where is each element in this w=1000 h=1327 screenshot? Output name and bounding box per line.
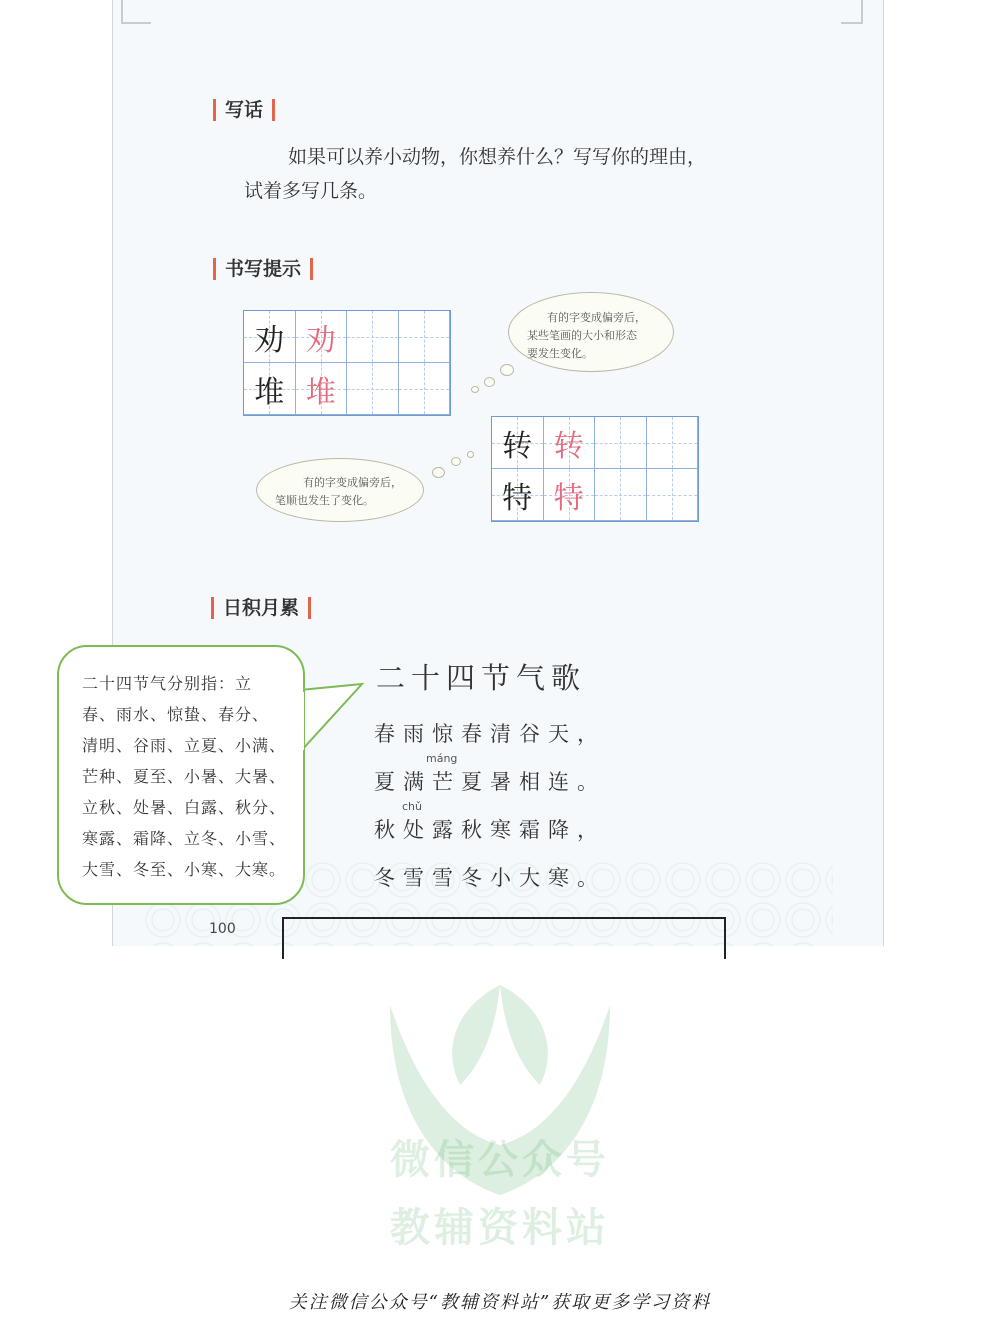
grid-cell: 堆 [296, 363, 348, 415]
grid-cell-empty [399, 363, 451, 415]
tip1-line3: 要发生变化。 [527, 347, 593, 360]
writing-prompt-line1: 如果可以养小动物，你想养什么？写写你的理由， [288, 146, 707, 168]
grid-cell-empty [595, 469, 647, 521]
tip-cloud-2 [256, 458, 424, 522]
callout-line: 大雪、冬至、小寒、大寒。 [82, 860, 287, 879]
tip1-line1: 有的字变成偏旁后， [547, 311, 646, 324]
thought-dot [500, 364, 514, 376]
callout-line: 立秋、处暑、白露、秋分、 [82, 798, 287, 817]
grid-cell-empty [399, 311, 451, 363]
song-line-4: 冬雪雪冬小大寒。 [374, 866, 606, 890]
thought-dot [484, 377, 495, 387]
grid-cell: 特 [544, 469, 596, 521]
writing-prompt-line2: 试着多写几条。 [244, 180, 378, 202]
pinyin-chu: chǔ [402, 800, 422, 813]
page-number: 100 [209, 921, 236, 937]
solar-terms-callout-text [82, 668, 287, 885]
corner-mark-left [121, 0, 151, 24]
callout-line: 寒露、霜降、立冬、小雪、 [82, 829, 287, 848]
watermark-line2: 教辅资料站 [390, 1205, 610, 1251]
practice-grid-1 [243, 310, 451, 416]
tip-cloud-1 [508, 292, 674, 372]
tip2-line2: 笔顺也发生了变化。 [275, 494, 374, 507]
grid-cell: 劝 [296, 311, 348, 363]
corner-mark-right [841, 0, 863, 24]
grid-cell: 劝 [244, 311, 296, 363]
pinyin-mang: máng [426, 752, 458, 765]
tip1-line2: 某些笔画的大小和形态 [527, 329, 637, 342]
grid-cell: 转 [544, 417, 596, 469]
thought-dot [467, 451, 474, 458]
section-title-handwriting: 书写提示 [213, 256, 313, 282]
section-title-accumulation: 日积月累 [211, 595, 311, 621]
grid-cell: 特 [492, 469, 544, 521]
grid-cell: 转 [492, 417, 544, 469]
callout-line: 春、雨水、惊蛰、春分、 [82, 705, 270, 724]
grid-cell-empty [595, 417, 647, 469]
section-title-writing: 写话 [213, 97, 275, 123]
grid-cell-empty [347, 363, 399, 415]
practice-grid-2 [491, 416, 699, 522]
callout-line: 芒种、夏至、小暑、大暑、 [82, 767, 287, 786]
song-line-3: 秋处露秋寒霜降， [374, 818, 606, 842]
song-title: 二十四节气歌 [376, 661, 587, 695]
tip2-line1: 有的字变成偏旁后， [303, 476, 402, 489]
grid-cell-empty [647, 417, 699, 469]
grid-cell-empty [347, 311, 399, 363]
grid-cell: 堆 [244, 363, 296, 415]
song-line-2: 夏满芒夏暑相连。 [374, 770, 606, 794]
song-line-1: 春雨惊春清谷天， [374, 722, 606, 746]
callout-line: 二十四节气分别指：立 [82, 674, 253, 693]
thought-dot [451, 457, 461, 466]
watermark-line1: 微信公众号 [390, 1137, 610, 1183]
footer-note: 关注微信公众号“教辅资料站”获取更多学习资料 [288, 1292, 712, 1313]
callout-line: 清明、谷雨、立夏、小满、 [82, 736, 287, 755]
thought-dot [432, 467, 445, 478]
grid-cell-empty [647, 469, 699, 521]
thought-dot [471, 386, 479, 393]
